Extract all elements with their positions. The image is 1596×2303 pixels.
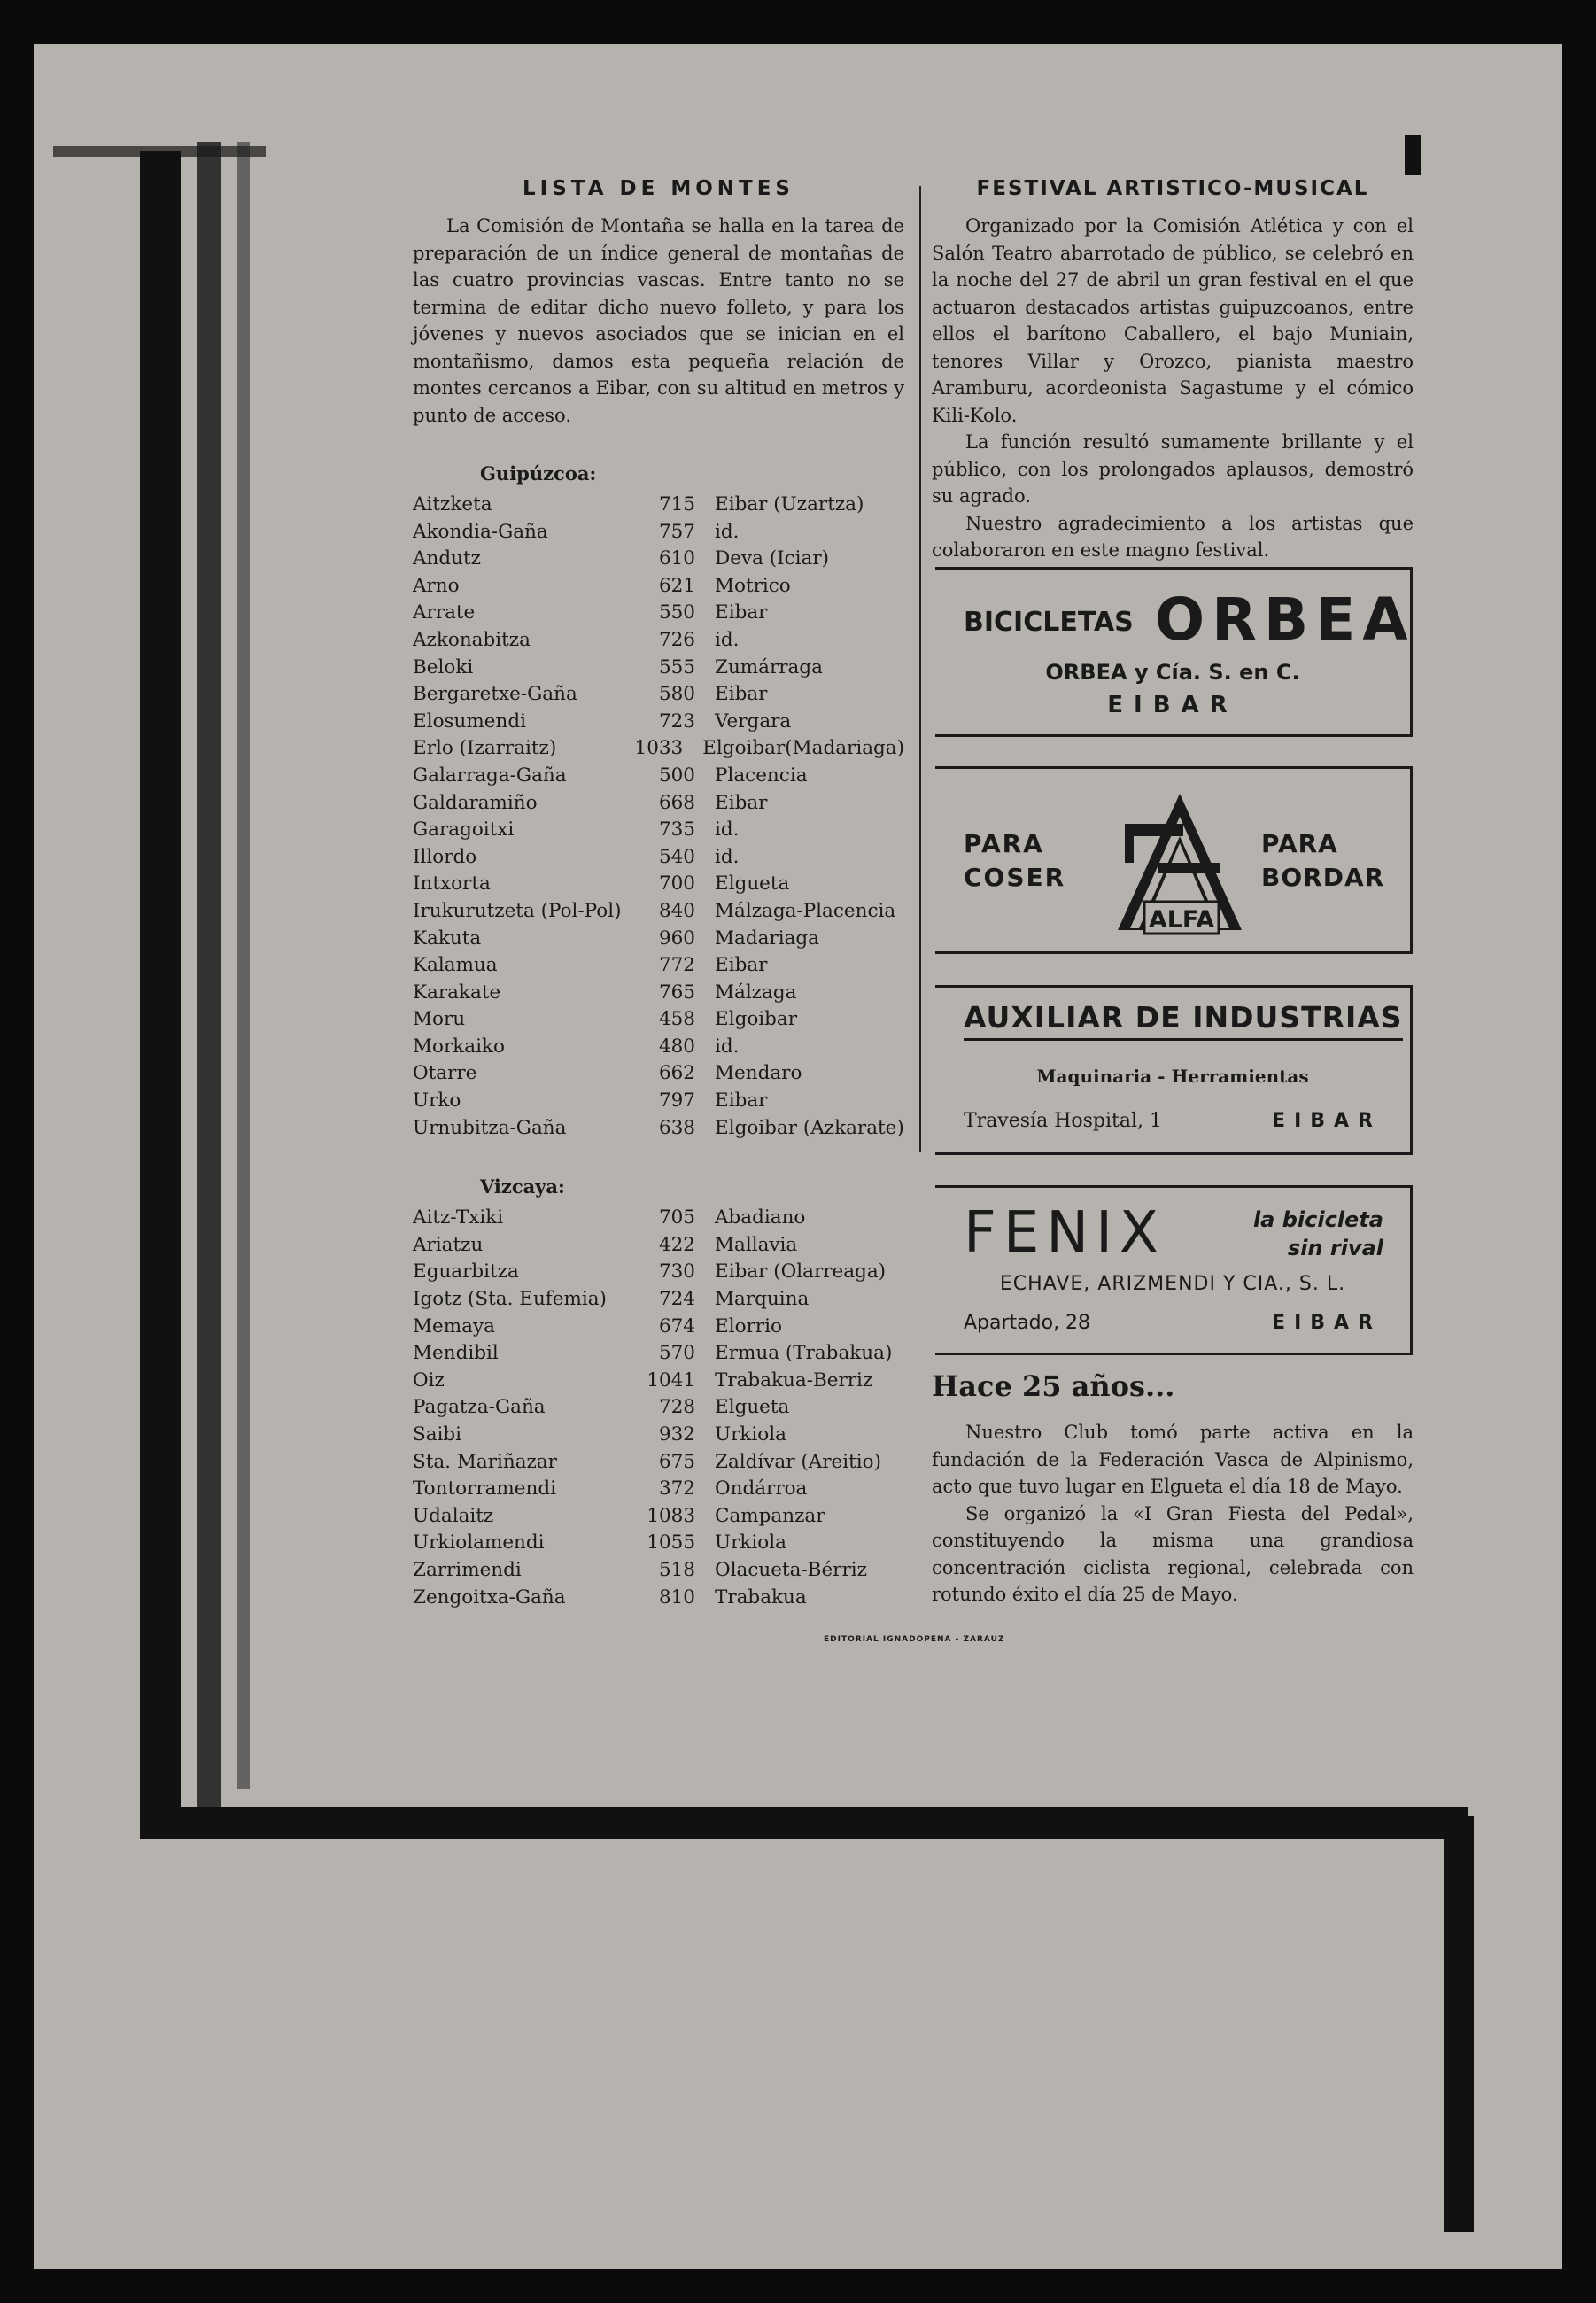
mountain-altitude: 757 bbox=[658, 520, 695, 543]
mountain-row bbox=[413, 709, 904, 736]
mountain-row bbox=[413, 1060, 904, 1088]
mountain-row bbox=[413, 1259, 904, 1286]
mountain-row bbox=[413, 1422, 904, 1449]
mountain-name: Urkiolamendi bbox=[413, 1531, 545, 1555]
fenix-logo: FENIX bbox=[964, 1200, 1166, 1266]
mountain-name: Urnubitza-Gaña bbox=[413, 1116, 567, 1139]
mountain-row bbox=[413, 926, 904, 953]
copy-border-left-faint bbox=[237, 142, 250, 1789]
mountain-altitude: 960 bbox=[658, 927, 695, 950]
mountain-altitude: 797 bbox=[658, 1089, 695, 1113]
mountain-access: Marquina bbox=[715, 1288, 810, 1311]
mountain-row bbox=[413, 1006, 904, 1034]
mountain-name: Igotz (Sta. Eufemia) bbox=[413, 1288, 607, 1311]
copy-border-bottom bbox=[140, 1807, 1468, 1839]
lista-de-montes-column bbox=[413, 177, 904, 1611]
mountain-name: Intxorta bbox=[413, 872, 491, 896]
mountain-name: Udalaitz bbox=[413, 1504, 494, 1527]
mountain-altitude: 724 bbox=[658, 1288, 695, 1311]
mountain-row bbox=[413, 898, 904, 926]
lista-intro: La Comisión de Montaña se halla en la tarea de preparación de un índice general de montañas de las cuatro provincias vascas. Entre tanto no se termina de editar dicho nuevo folleto, y para los jóvenes y nuevos asociados que se inician en el montañismo, damos esta pequeña relación de montes cercanos a Eibar, con su altitud en metros y punto de acceso. bbox=[413, 215, 904, 426]
mountain-row bbox=[413, 681, 904, 709]
mountain-access: id. bbox=[715, 845, 740, 868]
auxiliar-title: AUXILIAR DE INDUSTRIAS bbox=[964, 1000, 1403, 1041]
mountain-name: Saibi bbox=[413, 1423, 462, 1446]
alfa-coser: COSER bbox=[964, 863, 1066, 892]
mountain-row bbox=[413, 627, 904, 655]
mountain-row bbox=[413, 1088, 904, 1115]
mountain-access: Elorrio bbox=[715, 1314, 782, 1338]
mountain-name: Tontorramendi bbox=[413, 1477, 557, 1500]
mountain-row bbox=[413, 952, 904, 980]
fenix-company: ECHAVE, ARIZMENDI Y CIA., S. L. bbox=[999, 1273, 1346, 1295]
copy-artifact-top-right bbox=[1405, 135, 1421, 175]
mountain-row bbox=[413, 1585, 904, 1612]
right-column bbox=[932, 177, 1415, 1605]
mountain-row bbox=[413, 546, 904, 573]
mountain-altitude: 705 bbox=[658, 1206, 695, 1229]
mountain-name: Andutz bbox=[413, 547, 481, 570]
fenix-slogan-line-2: sin rival bbox=[1287, 1236, 1383, 1260]
alfa-sewing-machine-logo bbox=[1109, 788, 1251, 939]
mountain-row bbox=[413, 1115, 904, 1143]
alfa-right-text bbox=[1261, 827, 1384, 895]
mountain-row bbox=[413, 573, 904, 601]
mountain-row bbox=[413, 1449, 904, 1477]
mountain-name: Eguarbitza bbox=[413, 1260, 519, 1283]
mountain-name: Garagoitxi bbox=[413, 818, 515, 841]
mountain-name: Beloki bbox=[413, 655, 474, 678]
ad-orbea bbox=[935, 567, 1413, 737]
mountain-access: Málzaga bbox=[715, 981, 797, 1004]
ad-alfa bbox=[935, 766, 1413, 954]
festival-paragraph-1: Organizado por la Comisión Atlética y con el Salón Teatro abarrotado de público, se celebró en la noche del 27 de abril un gran festival en el que actuaron destacados artistas guipuzcoanos, entre ellos el barítono Caballero, el bajo Muniain, tenores Villar y Orozco, pianista maestro Aramburu, acordeonista Sagastume y el cómico Kili-Kolo. bbox=[932, 215, 1414, 426]
alfa-left-text bbox=[964, 827, 1065, 895]
mountain-row bbox=[413, 1034, 904, 1061]
lista-title: LISTA DE MONTES bbox=[523, 177, 794, 200]
mountain-row bbox=[413, 492, 904, 519]
mountain-name: Zengoitxa-Gaña bbox=[413, 1586, 566, 1609]
mountain-altitude: 518 bbox=[658, 1558, 695, 1581]
fenix-slogan-line-1: la bicicleta bbox=[1252, 1207, 1383, 1232]
fenix-address: Apartado, 28 bbox=[964, 1312, 1091, 1334]
mountain-altitude: 580 bbox=[658, 683, 695, 706]
mountain-access: Elgoibar(Madariaga) bbox=[702, 737, 904, 760]
mountain-altitude: 555 bbox=[658, 655, 695, 678]
mountain-access: Eibar (Uzartza) bbox=[715, 493, 864, 516]
mountain-name: Pagatza-Gaña bbox=[413, 1396, 546, 1419]
mountain-name: Sta. Mariñazar bbox=[413, 1450, 557, 1473]
mountain-altitude: 674 bbox=[658, 1314, 695, 1338]
mountain-row bbox=[413, 1368, 904, 1395]
mountain-row bbox=[413, 1503, 904, 1531]
mountain-row bbox=[413, 1394, 904, 1422]
mountain-access: Madariaga bbox=[715, 927, 819, 950]
auxiliar-subtitle: Maquinaria - Herramientas bbox=[1036, 1066, 1309, 1087]
mountain-row bbox=[413, 763, 904, 790]
mountain-altitude: 932 bbox=[658, 1423, 695, 1446]
festival-paragraph-3: Nuestro agradecimiento a los artistas que colaboraron en este magno festival. bbox=[932, 512, 1414, 561]
mountain-altitude: 500 bbox=[658, 764, 695, 787]
mountain-access: Trabakua-Berriz bbox=[715, 1369, 873, 1392]
mountain-altitude: 570 bbox=[658, 1342, 695, 1365]
mountain-name: Galdaramiño bbox=[413, 791, 538, 814]
mountain-name: Oiz bbox=[413, 1369, 445, 1392]
mountain-access: Vergara bbox=[715, 710, 792, 733]
hace-title: Hace 25 años... bbox=[932, 1369, 1175, 1403]
mountain-access: Eibar bbox=[715, 683, 768, 706]
mountain-name: Morkaiko bbox=[413, 1035, 505, 1058]
mountain-access: Eibar (Olarreaga) bbox=[715, 1260, 887, 1283]
mountain-name: Arno bbox=[413, 574, 460, 597]
mountain-name: Moru bbox=[413, 1008, 466, 1031]
alfa-logo-text: ALFA bbox=[1148, 906, 1215, 934]
orbea-logo: ORBEA bbox=[1155, 585, 1415, 654]
mountain-name: Bergaretxe-Gaña bbox=[413, 683, 577, 706]
mountain-row bbox=[413, 1314, 904, 1341]
mountain-row bbox=[413, 844, 904, 872]
mountain-name: Karakate bbox=[413, 981, 501, 1004]
mountain-access: Urkiola bbox=[715, 1423, 786, 1446]
mountain-access: Zumárraga bbox=[715, 655, 823, 678]
mountain-name: Ariatzu bbox=[413, 1233, 484, 1256]
mountain-row bbox=[413, 980, 904, 1007]
mountain-altitude: 550 bbox=[658, 601, 695, 624]
festival-title: FESTIVAL ARTISTICO-MUSICAL bbox=[976, 177, 1369, 200]
mountain-altitude: 480 bbox=[658, 1035, 695, 1058]
mountain-access: Placencia bbox=[715, 764, 808, 787]
mountain-access: Eibar bbox=[715, 601, 768, 624]
guipuzcoa-label: Guipúzcoa: bbox=[480, 462, 597, 485]
alfa-para-right: PARA bbox=[1261, 829, 1338, 858]
mountain-access: Motrico bbox=[715, 574, 791, 597]
mountain-altitude: 372 bbox=[658, 1477, 695, 1500]
mountain-altitude: 675 bbox=[658, 1450, 695, 1473]
mountain-altitude: 422 bbox=[658, 1233, 695, 1256]
mountain-altitude: 1041 bbox=[647, 1369, 695, 1392]
alfa-bordar: BORDAR bbox=[1261, 863, 1385, 892]
alfa-para-left: PARA bbox=[964, 829, 1044, 858]
orbea-company: ORBEA y Cía. S. en C. bbox=[1045, 660, 1300, 685]
mountain-name: Otarre bbox=[413, 1062, 477, 1085]
mountain-name: Akondia-Gaña bbox=[413, 520, 548, 543]
mountain-access: id. bbox=[715, 628, 740, 651]
mountain-access: Campanzar bbox=[715, 1504, 825, 1527]
mountain-altitude: 621 bbox=[658, 574, 695, 597]
fenix-city: EIBAR bbox=[1272, 1312, 1382, 1334]
mountain-name: Erlo (Izarraitz) bbox=[413, 737, 557, 760]
mountain-name: Urko bbox=[413, 1089, 461, 1113]
mountain-row bbox=[413, 790, 904, 818]
mountain-row bbox=[413, 1530, 904, 1557]
mountain-altitude: 700 bbox=[658, 872, 695, 896]
fenix-slogan bbox=[1253, 1206, 1383, 1262]
mountain-row bbox=[413, 1557, 904, 1585]
ad-auxiliar-industrias bbox=[935, 985, 1413, 1155]
mountain-access: Ondárroa bbox=[715, 1477, 808, 1500]
mountain-access: Olacueta-Bérriz bbox=[715, 1558, 867, 1581]
mountain-access: Elgoibar bbox=[715, 1008, 798, 1031]
mountain-access: Málzaga-Placencia bbox=[715, 899, 896, 922]
mountain-name: Memaya bbox=[413, 1314, 495, 1338]
vizcaya-label: Vizcaya: bbox=[480, 1175, 565, 1198]
mountain-altitude: 715 bbox=[658, 493, 695, 516]
mountain-access: Eibar bbox=[715, 791, 768, 814]
mountain-row bbox=[413, 1205, 904, 1232]
guipuzcoa-table bbox=[413, 492, 904, 1142]
mountain-row bbox=[413, 600, 904, 627]
mountain-altitude: 1083 bbox=[647, 1504, 695, 1527]
copy-border-left bbox=[140, 151, 181, 1834]
mountain-access: Zaldívar (Areitio) bbox=[715, 1450, 881, 1473]
mountain-name: Galarraga-Gaña bbox=[413, 764, 567, 787]
mountain-altitude: 728 bbox=[658, 1396, 695, 1419]
mountain-access: Mendaro bbox=[715, 1062, 802, 1085]
mountain-altitude: 723 bbox=[658, 710, 695, 733]
mountain-altitude: 810 bbox=[658, 1586, 695, 1609]
auxiliar-city: EIBAR bbox=[1272, 1110, 1382, 1132]
mountain-row bbox=[413, 1340, 904, 1368]
mountain-row bbox=[413, 871, 904, 898]
mountain-altitude: 765 bbox=[658, 981, 695, 1004]
mountain-altitude: 540 bbox=[658, 845, 695, 868]
mountain-name: Aitzketa bbox=[413, 493, 492, 516]
mountain-access: Ermua (Trabakua) bbox=[715, 1342, 893, 1365]
mountain-name: Zarrimendi bbox=[413, 1558, 522, 1581]
mountain-altitude: 1055 bbox=[647, 1531, 695, 1555]
vizcaya-table bbox=[413, 1205, 904, 1611]
column-divider bbox=[919, 186, 921, 1152]
mountain-access: Abadiano bbox=[715, 1206, 806, 1229]
mountain-access: Elgueta bbox=[715, 1396, 790, 1419]
mountain-name: Illordo bbox=[413, 845, 477, 868]
mountain-access: Mallavia bbox=[715, 1233, 798, 1256]
printer-footer: EDITORIAL IGNADOPENA - ZARAUZ bbox=[824, 1635, 1005, 1644]
hace-paragraph-2: Se organizó la «I Gran Fiesta del Pedal», constituyendo la misma una grandiosa concentración ciclista regional, celebrada con rotundo éxito el día 25 de Mayo. bbox=[932, 1502, 1414, 1605]
mountain-access: Elgueta bbox=[715, 872, 790, 896]
hace-25-anos-section bbox=[932, 1369, 1414, 1609]
mountain-access: id. bbox=[715, 1035, 740, 1058]
mountain-row bbox=[413, 1476, 904, 1503]
mountain-altitude: 772 bbox=[658, 954, 695, 977]
mountain-name: Mendibil bbox=[413, 1342, 499, 1365]
mountain-altitude: 726 bbox=[658, 628, 695, 651]
mountain-altitude: 730 bbox=[658, 1260, 695, 1283]
mountain-access: id. bbox=[715, 520, 740, 543]
mountain-name: Kakuta bbox=[413, 927, 482, 950]
mountain-row bbox=[413, 735, 904, 763]
mountain-access: Eibar bbox=[715, 954, 768, 977]
mountain-name: Elosumendi bbox=[413, 710, 526, 733]
mountain-altitude: 1033 bbox=[634, 737, 684, 760]
mountain-row bbox=[413, 1286, 904, 1314]
festival-paragraph-2: La función resultó sumamente brillante y el público, con los prolongados aplausos, demostró su agrado. bbox=[932, 431, 1414, 507]
mountain-row bbox=[413, 817, 904, 844]
mountain-altitude: 840 bbox=[658, 899, 695, 922]
mountain-access: Elgoibar (Azkarate) bbox=[715, 1116, 904, 1139]
mountain-row bbox=[413, 1232, 904, 1260]
mountain-name: Aitz-Txiki bbox=[413, 1206, 504, 1229]
mountain-altitude: 662 bbox=[658, 1062, 695, 1085]
auxiliar-address: Travesía Hospital, 1 bbox=[964, 1110, 1163, 1132]
orbea-city: EIBAR bbox=[1107, 692, 1238, 718]
mountain-altitude: 458 bbox=[658, 1008, 695, 1031]
mountain-row bbox=[413, 519, 904, 547]
orbea-bicicletas-label: BICICLETAS bbox=[964, 607, 1134, 638]
copy-border-right bbox=[1444, 1816, 1474, 2232]
mountain-row bbox=[413, 655, 904, 682]
mountain-access: Eibar bbox=[715, 1089, 768, 1113]
mountain-altitude: 638 bbox=[658, 1116, 695, 1139]
hace-paragraph-1: Nuestro Club tomó parte activa en la fundación de la Federación Vasca de Alpinismo, acto que tuvo lugar en Elgueta el día 18 de Mayo. bbox=[932, 1422, 1414, 1497]
mountain-access: id. bbox=[715, 818, 740, 841]
mountain-name: Arrate bbox=[413, 601, 476, 624]
ad-fenix bbox=[935, 1185, 1413, 1355]
mountain-access: Trabakua bbox=[715, 1586, 807, 1609]
mountain-name: Kalamua bbox=[413, 954, 498, 977]
copy-border-left-inner bbox=[197, 142, 221, 1807]
mountain-name: Irukurutzeta (Pol-Pol) bbox=[413, 899, 622, 922]
mountain-altitude: 735 bbox=[658, 818, 695, 841]
mountain-access: Urkiola bbox=[715, 1531, 786, 1555]
mountain-access: Deva (Iciar) bbox=[715, 547, 830, 570]
mountain-altitude: 610 bbox=[658, 547, 695, 570]
mountain-altitude: 668 bbox=[658, 791, 695, 814]
mountain-name: Azkonabitza bbox=[413, 628, 531, 651]
